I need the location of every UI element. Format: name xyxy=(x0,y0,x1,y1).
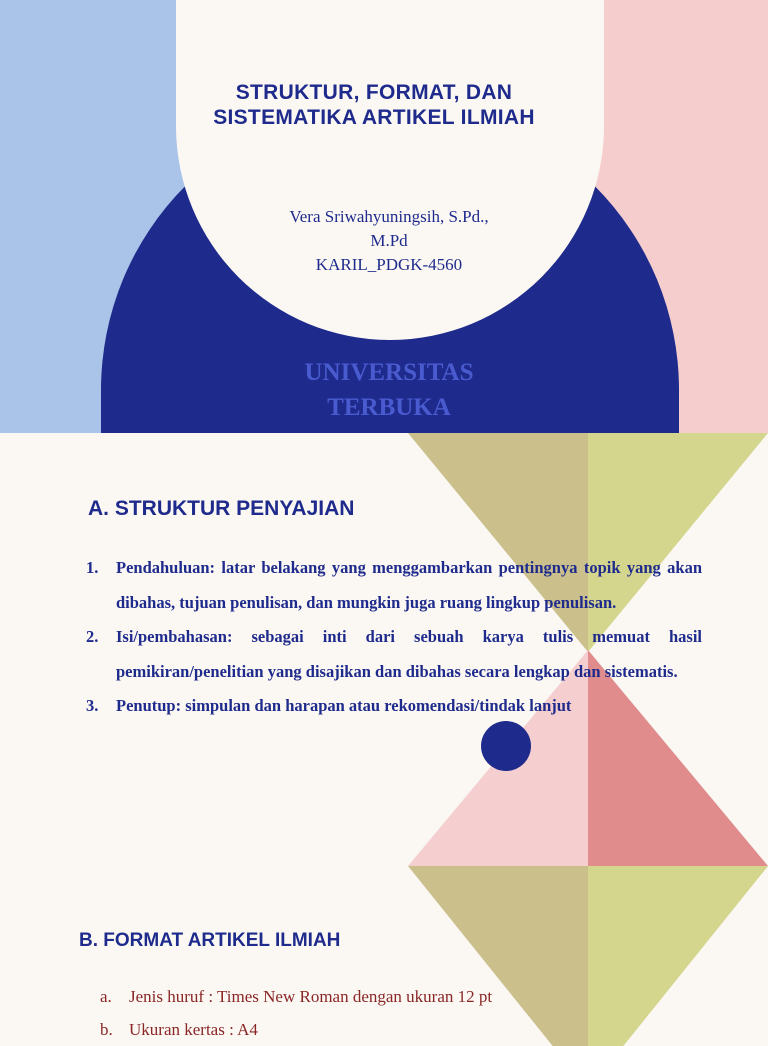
list-item-text: Pendahuluan: latar belakang yang menggambarkan pentingnya topik yang akan dibahas, tujuan penulisan, dan mungkin juga ruang lingkup penulisan. xyxy=(116,558,702,612)
list-item-text: Penutup: simpulan dan harapan atau rekomendasi/tindak lanjut xyxy=(116,696,572,715)
list-item-number: 3. xyxy=(86,696,99,715)
author-block xyxy=(240,205,538,277)
list-item xyxy=(86,620,702,689)
author-name-line-1: Vera Sriwahyuningsih, S.Pd., xyxy=(289,207,489,226)
list-item-letter: b. xyxy=(100,1020,113,1039)
list-item-letter: a. xyxy=(100,987,112,1006)
list-item-text: Isi/pembahasan: sebagai inti dari sebuah karya tulis memuat hasil pemikiran/penelitian yang disajikan dan dibahas secara lengkap dan sistematis. xyxy=(116,627,702,681)
title-line-1: STRUKTUR, FORMAT, DAN xyxy=(235,81,513,104)
institution-name xyxy=(240,355,538,425)
navy-dot-shape xyxy=(481,721,531,771)
list-item-text: Jenis huruf : Times New Roman dengan ukuran 12 pt xyxy=(129,987,493,1006)
list-item xyxy=(100,980,700,1013)
page-title xyxy=(160,80,588,130)
list-item-number: 2. xyxy=(86,627,99,646)
institution-line-1: UNIVERSITAS xyxy=(304,359,474,386)
section-a-heading: A. STRUKTUR PENYAJIAN xyxy=(88,497,355,520)
section-a-list xyxy=(86,551,702,724)
author-id: KARIL_PDGK-4560 xyxy=(315,255,463,274)
list-item xyxy=(86,551,702,620)
list-item xyxy=(100,1013,700,1046)
list-item-text: Ukuran kertas : A4 xyxy=(129,1020,258,1039)
list-item-number: 1. xyxy=(86,558,99,577)
list-item xyxy=(86,689,702,724)
section-b-heading: B. FORMAT ARTIKEL ILMIAH xyxy=(79,930,341,951)
title-line-2: SISTEMATIKA ARTIKEL ILMIAH xyxy=(213,106,535,129)
institution-line-2: TERBUKA xyxy=(327,394,451,421)
section-b-list xyxy=(100,980,700,1046)
author-name-line-2: M.Pd xyxy=(370,231,408,250)
